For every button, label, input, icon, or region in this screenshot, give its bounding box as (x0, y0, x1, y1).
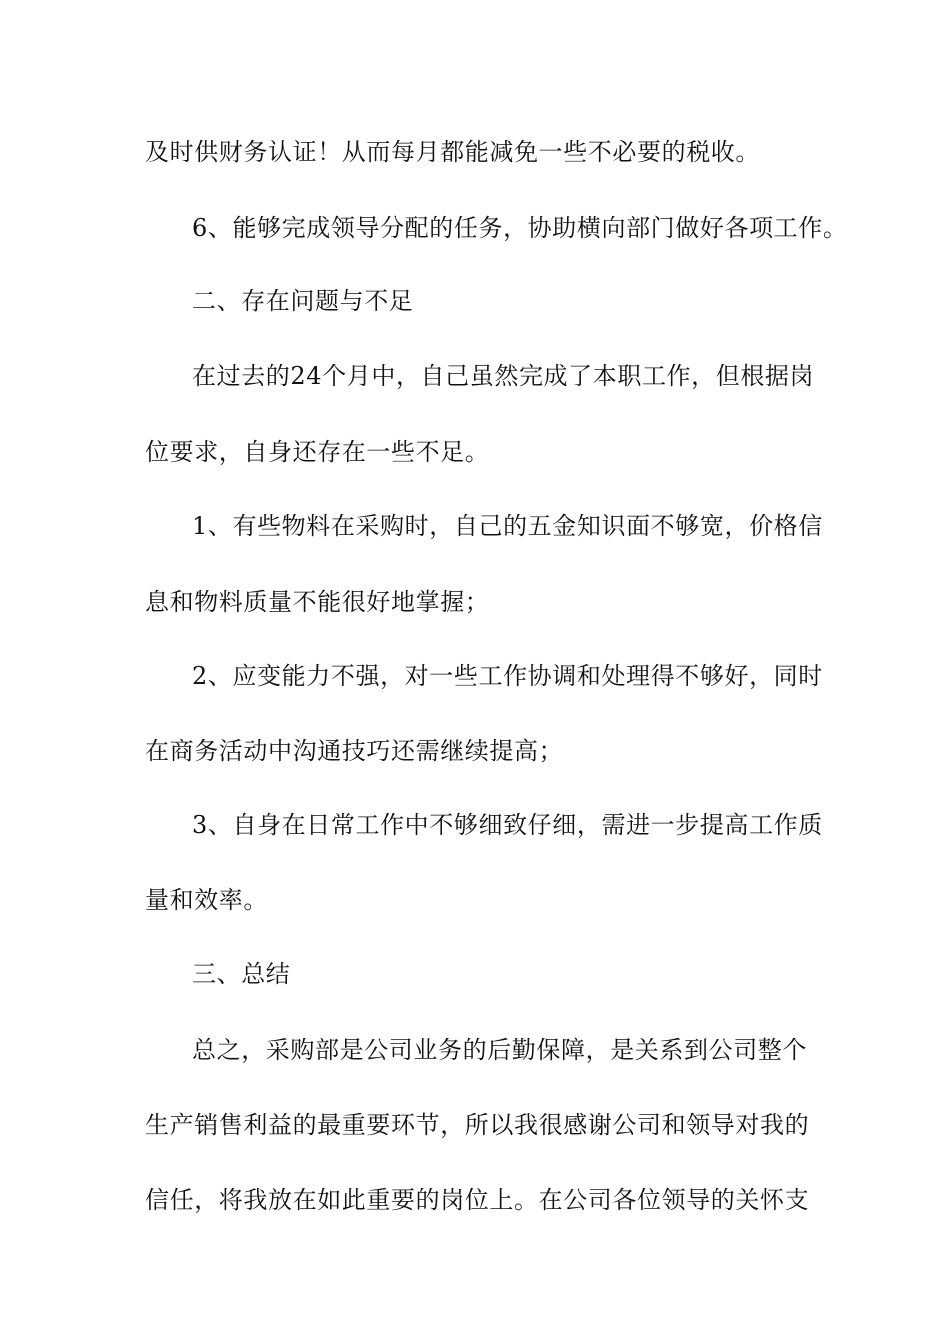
text-line-4: 在过去的24个月中，自己虽然完成了本职工作，但根据岗 (192, 362, 815, 390)
text-line-14: 生产销售利益的最重要环节，所以我很感谢公司和领导对我的 (145, 1111, 810, 1139)
text-line-9: 在商务活动中沟通技巧还需继续提高； (145, 737, 564, 765)
text-line-1: 及时供财务认证！从而每月都能减免一些不必要的税收。 (145, 138, 760, 166)
section-heading-summary: 三、总结 (192, 960, 291, 988)
text-line-8: 2、应变能力不强，对一些工作协调和处理得不够好，同时 (192, 662, 823, 690)
text-line-11: 量和效率。 (145, 886, 268, 914)
text-line-6: 1、有些物料在采购时，自己的五金知识面不够宽，价格信 (192, 512, 823, 540)
text-line-13: 总之，采购部是公司业务的后勤保障，是关系到公司整个 (192, 1036, 807, 1064)
text-line-2: 6、能够完成领导分配的任务，协助横向部门做好各项工作。 (192, 214, 848, 242)
text-line-7: 息和物料质量不能很好地掌握； (145, 588, 490, 616)
text-line-5: 位要求，自身还存在一些不足。 (145, 438, 490, 466)
text-line-15: 信任，将我放在如此重要的岗位上。在公司各位领导的关怀支 (145, 1186, 810, 1214)
section-heading-problems: 二、存在问题与不足 (192, 287, 414, 315)
text-line-10: 3、自身在日常工作中不够细致仔细，需进一步提高工作质 (192, 811, 823, 839)
